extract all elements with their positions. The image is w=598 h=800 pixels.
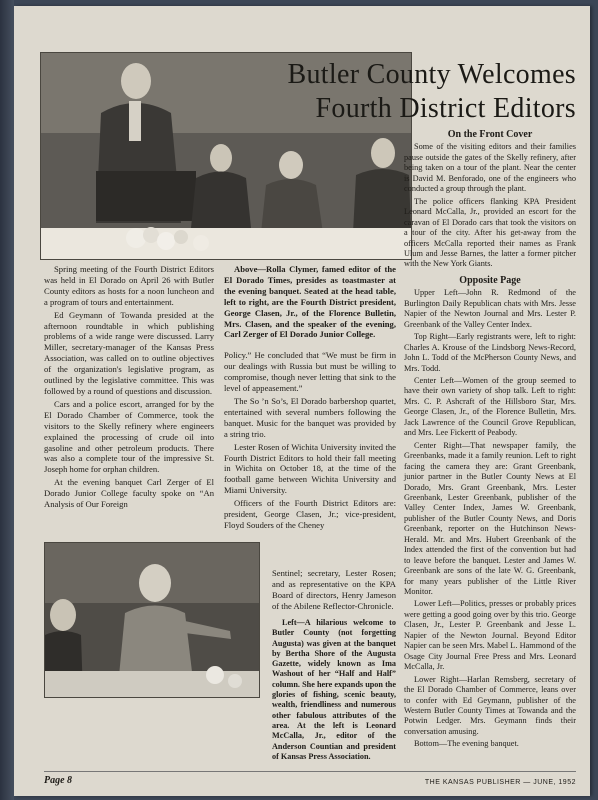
middle-column-continued [272, 568, 396, 612]
opposite-page-paragraph: Lower Left—Politics, presses or probably prices were getting a good going over by this trio. George Clasen, Jr., Lester P. Greenbank and Jesse L. Napier of the Newton Journal. Beyond Editor Napier can be seen Mrs. Mabel L. Hammond of the Osage City Journal Free Press and Mrs. Leonard McCalla, Jr. [404, 599, 576, 672]
middle-column [224, 264, 396, 531]
article-paragraph: Spring meeting of the Fourth District Editors was held in El Dorado on April 26 with Butler County editors as hosts for a noon luncheon and a program of tours and entertainment. [44, 264, 214, 307]
article-paragraph: Sentinel; secretary, Lester Rosen; and as representative on the KPA Board of directors, Henry Jameson of the Abilene Reflector-Chronicle. [272, 568, 396, 611]
opposite-page-heading: Opposite Page [459, 274, 521, 286]
opposite-page-paragraph: Center Right—That newspaper family, the Greenbanks, made it a family reunion. Left to right facing the camera they are: Grant Greenbank, junior partner in the Butler County News at El Dorado, Mrs. Grant Greenbank, Mrs. Lester Greenbank, Lester Greenbank, publisher of the Valley Center Index, James W. Greenbank, publisher of the Butler County News, and Doris Greenbank, reporter on the Hutchinson News-Herald. Mr. and Mrs. Hubert Greenbank of the Index attended the first of the convention but had to leave before the banquet. Lester and James W. Greenbank are sons of the late W. G. Greenbank, for many years publisher of the Little River Monitor. [404, 440, 576, 597]
right-column [404, 130, 576, 750]
page-number: Page 8 [44, 775, 73, 786]
article-paragraph: Ed Geymann of Towanda presided at the afternoon roundtable in which publishing problems of a wide range were discussed. Larry Miller, secretary-manager of the Kansas Press Association, was called on to outline objectives of the organization's legislative program, as outlined by the legislative committee. This was followed by a round of questions and discussion. [44, 309, 214, 396]
publication-footer: THE KANSAS PUBLISHER — JUNE, 1952 [424, 779, 576, 786]
magazine-page [14, 6, 590, 796]
opposite-page-paragraph: Lower Right—Harlan Remsberg, secretary of the El Dorado Chamber of Commerce, leans over to confer with Ed Geymann, publisher of the Western Butler County Times at Towanda and the Potwin Ledger. Mrs. Geymann finds their conversation amusing. [404, 674, 576, 736]
front-cover-heading: On the Front Cover [447, 129, 533, 140]
article-paragraph: Cars and a police escort, arranged for by the El Dorado Chamber of Commerce, took the visitors to the Skelly refinery where engineers explained the processing of crude oil into gasoline and other petroleum products. There was also a complete tour of the impressive St. Joseph home for orphan children. [44, 398, 214, 475]
opposite-page-paragraph: Top Right—Early registrants were, left to right: Charles A. Krouse of the Lindsborg News-Record, John L. Todd of the McPherson County News, and Mrs. Todd. [404, 332, 576, 373]
binder-spine [0, 0, 14, 800]
above-photo-caption: Above—Rolla Clymer, famed editor of the El Dorado Times, presides as toastmaster at the evening banquet. Seated at the head table, left to right, are the Fourth District president, George Clasen, Jr., of the Florence Bulletin, Mrs. Clasen, and the speaker of the evening, Carl Zerger of El Dorado Junior College. [224, 264, 396, 340]
left-photo-caption: Left—A hilarious welcome to Butler County (not forgetting Augusta) was given at the banquet by Bertha Shore of the Augusta Gazette, widely known as Ima Washout of her “Half and Half” column. She here expands upon the glories of fishing, scenic beauty, wealth, friendliness and numerous other fabulous attributes of the area. At the left is Leonard McCalla, Jr., editor of the Anderson Countian and president of Kansas Press Association. [272, 618, 396, 761]
article-paragraph: At the evening banquet Carl Zerger of El Dorado Junior College faculty spoke on “An Analysis of Our Foreign [44, 477, 214, 510]
article-paragraph: The So ’n So’s, El Dorado barbershop quartet, entertained with several numbers following the banquet. Music for the banquet was provided by a string trio. [224, 395, 396, 439]
footer-rule [44, 771, 576, 772]
article-paragraph: Lester Rosen of Wichita University invited the Fourth District Editors to hold their fall meeting in Wichita on October 18, at the time of the football game between Wichita University and Miami University. [224, 441, 396, 496]
headline [288, 58, 576, 126]
article-paragraph: Officers of the Fourth District Editors are: president, George Clasen, Jr.; vice-president, Floyd Souders of the Cheney [224, 498, 396, 530]
article-paragraph: Policy.” He concluded that “We must be firm in our dealings with Russia but must be willing to compromise, though never letting that sink to the level of appeasement.” [224, 350, 396, 394]
opposite-page-paragraph: Center Left—Women of the group seemed to have their own variety of shop talk. Left to right: Mrs. C. P. Ashcraft of the Hillsboro Star, Mrs. George Clasen, Jr., of the Florence Bulletin, Mrs. Jack Lawrence of the Council Grove Republican, and Mrs. Lee Fickertt of Peabody. [404, 375, 576, 438]
headline-line-1: Butler County Welcomes [287, 59, 576, 90]
opposite-page-paragraph: Upper Left—John R. Redmond of the Burlington Daily Republican chats with Mrs. Jesse Napier of the Newton Journal and Mrs. Lester P. Greenbank of the Valley Center Index. [404, 288, 576, 329]
left-column [44, 264, 214, 510]
headline-line-2: Fourth District Editors [315, 93, 576, 124]
front-cover-paragraph: Some of the visiting editors and their families pause outside the gates of the Skelly refinery, after being taken on a tour of the plant. Near the center is David M. Benforado, one of the engineers who conducted a group through the plant. [404, 142, 576, 194]
front-cover-paragraph: The police officers flanking KPA President Leonard McCalla, Jr., provided an escort for the caravan of El Dorado cars that took the visitors on a tour of the city. After his get-away from the officers McCalla reported their names as Frank Ulum and Jesse Barnes, the latter a former pitcher with the New York Giants. [404, 196, 576, 269]
opposite-page-paragraph: Bottom—The evening banquet. [414, 739, 519, 749]
bertha-shore-photo [44, 542, 260, 698]
